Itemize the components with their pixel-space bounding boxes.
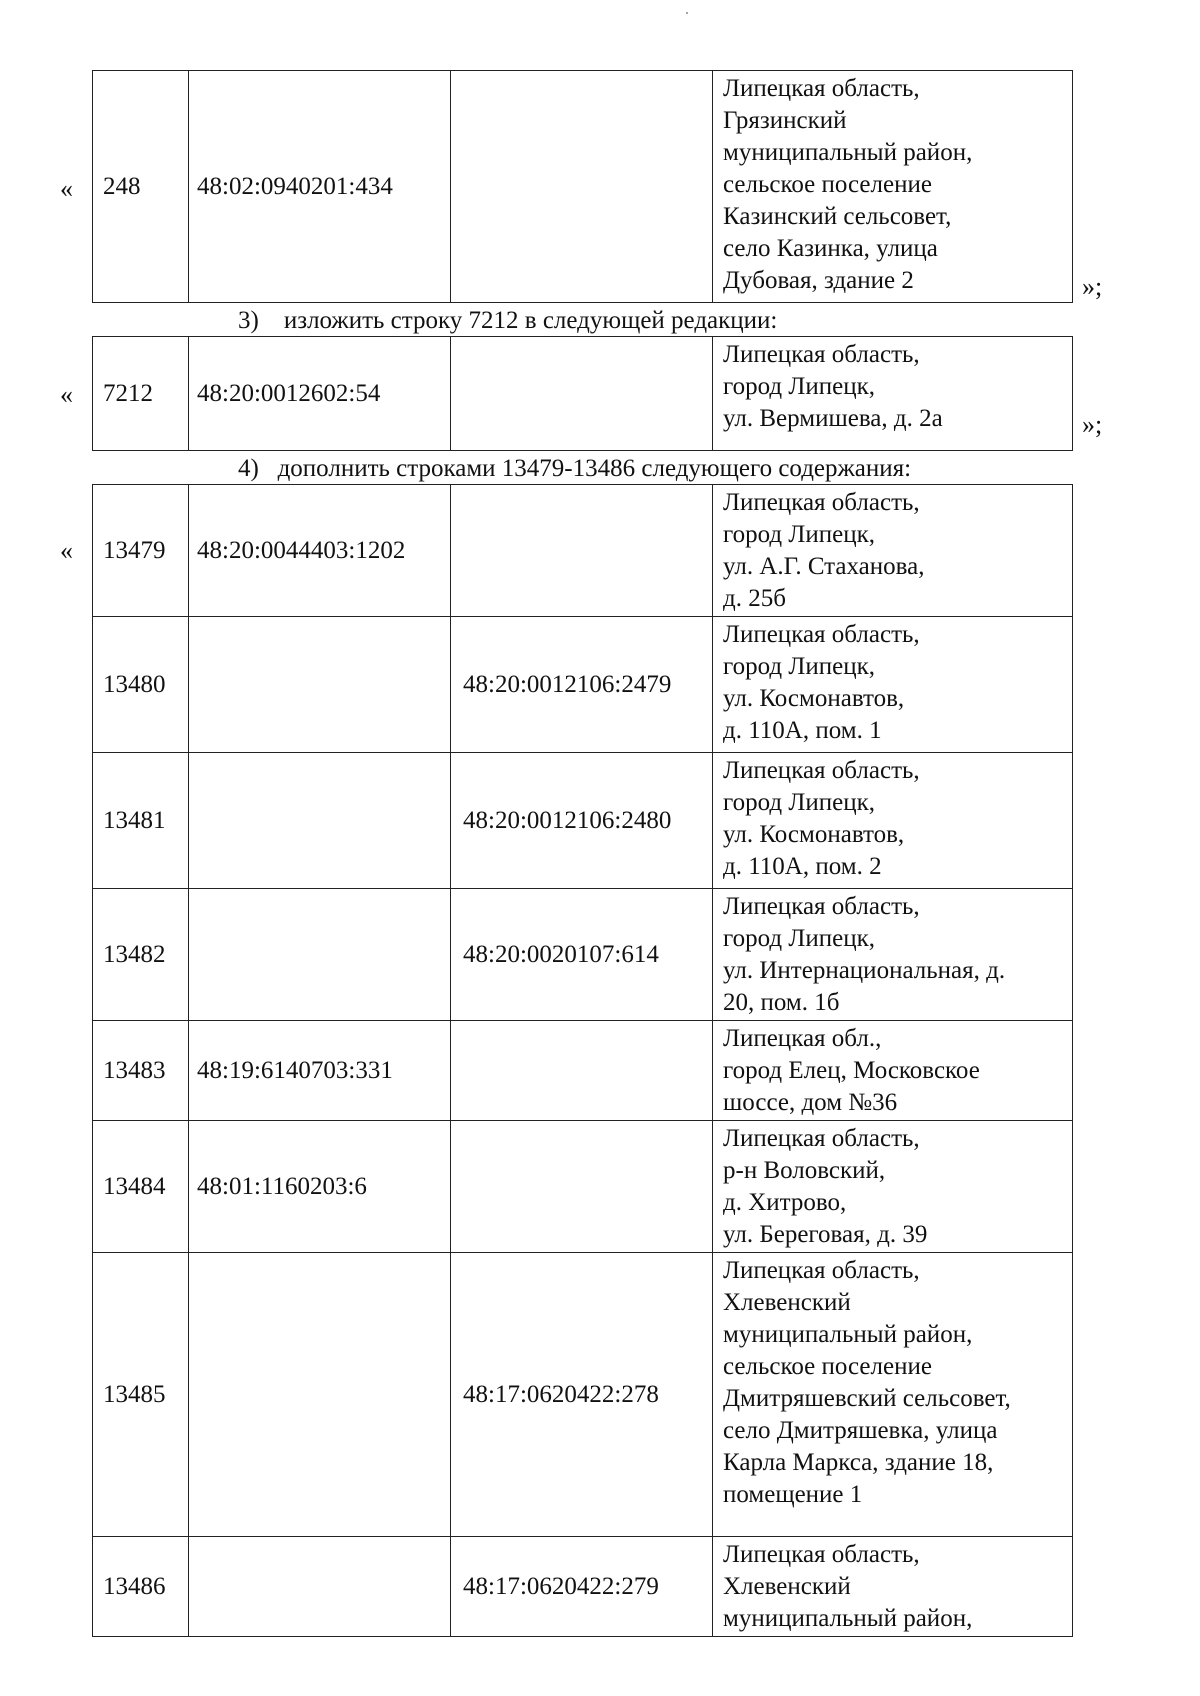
closing-quote: »; (1082, 272, 1103, 301)
row-number-cell: 248 (93, 71, 189, 303)
land-cadastral-number-cell: 48:20:0012602:54 (189, 337, 451, 451)
address-line: муниципальный район, (723, 139, 973, 166)
address-line: Казинский сельсовет, (723, 203, 952, 230)
address-line: село Дмитряшевка, улица (723, 1417, 998, 1444)
table-row (93, 889, 1073, 1021)
address-line: шоссе, дом №36 (723, 1089, 898, 1116)
address-line: сельское поселение (723, 1353, 932, 1380)
address-cell (713, 1537, 1073, 1637)
instruction-4 (238, 454, 911, 484)
premises-cadastral-number-cell: 48:20:0012106:2479 (451, 617, 713, 753)
premises-cadastral-number-cell: 48:17:0620422:278 (451, 1253, 713, 1537)
land-cadastral-number-cell (189, 1253, 451, 1537)
premises-cadastral-number-cell (451, 71, 713, 303)
premises-cadastral-number-cell: 48:20:0020107:614 (451, 889, 713, 1021)
address-cell (713, 337, 1073, 451)
address-line: город Липецк, (723, 925, 875, 952)
opening-quote: « (60, 174, 73, 203)
opening-quote: « (60, 380, 73, 409)
address-line: д. Хитрово, (723, 1189, 847, 1216)
table-row (93, 1253, 1073, 1537)
address-line: Липецкая область, (723, 1541, 920, 1568)
row-number-cell: 13482 (93, 889, 189, 1021)
land-cadastral-number-cell (189, 1537, 451, 1637)
address-line: город Липецк, (723, 789, 875, 816)
address-line: д. 110А, пом. 2 (723, 853, 882, 880)
address-line: Липецкая область, (723, 757, 920, 784)
address-cell (713, 1253, 1073, 1537)
address-line: ул. Космонавтов, (723, 821, 905, 848)
table-row (93, 617, 1073, 753)
address-cell (713, 1121, 1073, 1253)
address-line: ул. Вермишева, д. 2а (723, 405, 943, 432)
table-row (93, 1121, 1073, 1253)
instruction-3-text: изложить строку 7212 в следующей редакции: (283, 307, 778, 334)
address-line: сельское поселение (723, 171, 932, 198)
land-cadastral-number-cell: 48:02:0940201:434 (189, 71, 451, 303)
address-line: помещение 1 (723, 1481, 863, 1508)
table-row (93, 753, 1073, 889)
address-line: город Липецк, (723, 373, 875, 400)
address-line: ул. А.Г. Стаханова, (723, 553, 925, 580)
address-line: Хлевенский (723, 1289, 851, 1316)
address-line: Дубовая, здание 2 (723, 267, 914, 294)
premises-cadastral-number-cell (451, 485, 713, 617)
address-line: Хлевенский (723, 1573, 851, 1600)
opening-quote: « (60, 536, 73, 565)
premises-cadastral-number-cell: 48:20:0012106:2480 (451, 753, 713, 889)
table-new-rows (92, 484, 1073, 1637)
table-row (93, 1537, 1073, 1637)
address-line: Липецкая область, (723, 893, 920, 920)
address-line: Липецкая область, (723, 1125, 920, 1152)
instruction-4-text: дополнить строками 13479-13486 следующего содержания: (277, 455, 912, 482)
scan-speck (686, 12, 688, 14)
table-row (93, 71, 1073, 303)
row-number-cell: 13481 (93, 753, 189, 889)
premises-cadastral-number-cell (451, 1021, 713, 1121)
address-line: муниципальный район, (723, 1605, 973, 1632)
land-cadastral-number-cell: 48:20:0044403:1202 (189, 485, 451, 617)
table-amend-row-7212 (92, 336, 1073, 451)
row-number-cell: 7212 (93, 337, 189, 451)
table-row (93, 337, 1073, 451)
row-number-cell: 13485 (93, 1253, 189, 1537)
land-cadastral-number-cell (189, 617, 451, 753)
address-cell (713, 753, 1073, 889)
address-cell (713, 71, 1073, 303)
address-line: д. 110А, пом. 1 (723, 717, 882, 744)
address-line: Липецкая область, (723, 621, 920, 648)
land-cadastral-number-cell (189, 889, 451, 1021)
address-cell (713, 617, 1073, 753)
address-line: ул. Интернациональная, д. (723, 957, 1006, 984)
address-line: муниципальный район, (723, 1321, 973, 1348)
instruction-4-number: 4) (238, 455, 259, 482)
address-line: Карла Маркса, здание 18, (723, 1449, 994, 1476)
instruction-3 (238, 306, 777, 336)
address-line: Липецкая обл., (723, 1025, 882, 1052)
premises-cadastral-number-cell: 48:17:0620422:279 (451, 1537, 713, 1637)
address-line: д. 25б (723, 585, 786, 612)
address-line: 20, пом. 1б (723, 989, 840, 1016)
address-line: ул. Береговая, д. 39 (723, 1221, 928, 1248)
row-number-cell: 13479 (93, 485, 189, 617)
address-line: село Казинка, улица (723, 235, 938, 262)
premises-cadastral-number-cell (451, 1121, 713, 1253)
table-row (93, 1021, 1073, 1121)
premises-cadastral-number-cell (451, 337, 713, 451)
land-cadastral-number-cell (189, 753, 451, 889)
address-cell (713, 1021, 1073, 1121)
closing-quote: »; (1082, 410, 1103, 439)
address-line: Липецкая область, (723, 1257, 920, 1284)
land-cadastral-number-cell: 48:01:1160203:6 (189, 1121, 451, 1253)
address-cell (713, 485, 1073, 617)
row-number-cell: 13480 (93, 617, 189, 753)
address-line: Дмитряшевский сельсовет, (723, 1385, 1011, 1412)
address-line: ул. Космонавтов, (723, 685, 905, 712)
address-line: город Липецк, (723, 521, 875, 548)
address-line: Липецкая область, (723, 75, 920, 102)
address-line: р-н Воловский, (723, 1157, 886, 1184)
address-line: Липецкая область, (723, 489, 920, 516)
row-number-cell: 13484 (93, 1121, 189, 1253)
row-number-cell: 13486 (93, 1537, 189, 1637)
address-line: Грязинский (723, 107, 847, 134)
address-line: Липецкая область, (723, 341, 920, 368)
address-line: город Елец, Московское (723, 1057, 980, 1084)
address-cell (713, 889, 1073, 1021)
instruction-3-number: 3) (238, 307, 259, 334)
row-number-cell: 13483 (93, 1021, 189, 1121)
land-cadastral-number-cell: 48:19:6140703:331 (189, 1021, 451, 1121)
table-row (93, 485, 1073, 617)
table-amend-row-248 (92, 70, 1073, 303)
address-line: город Липецк, (723, 653, 875, 680)
